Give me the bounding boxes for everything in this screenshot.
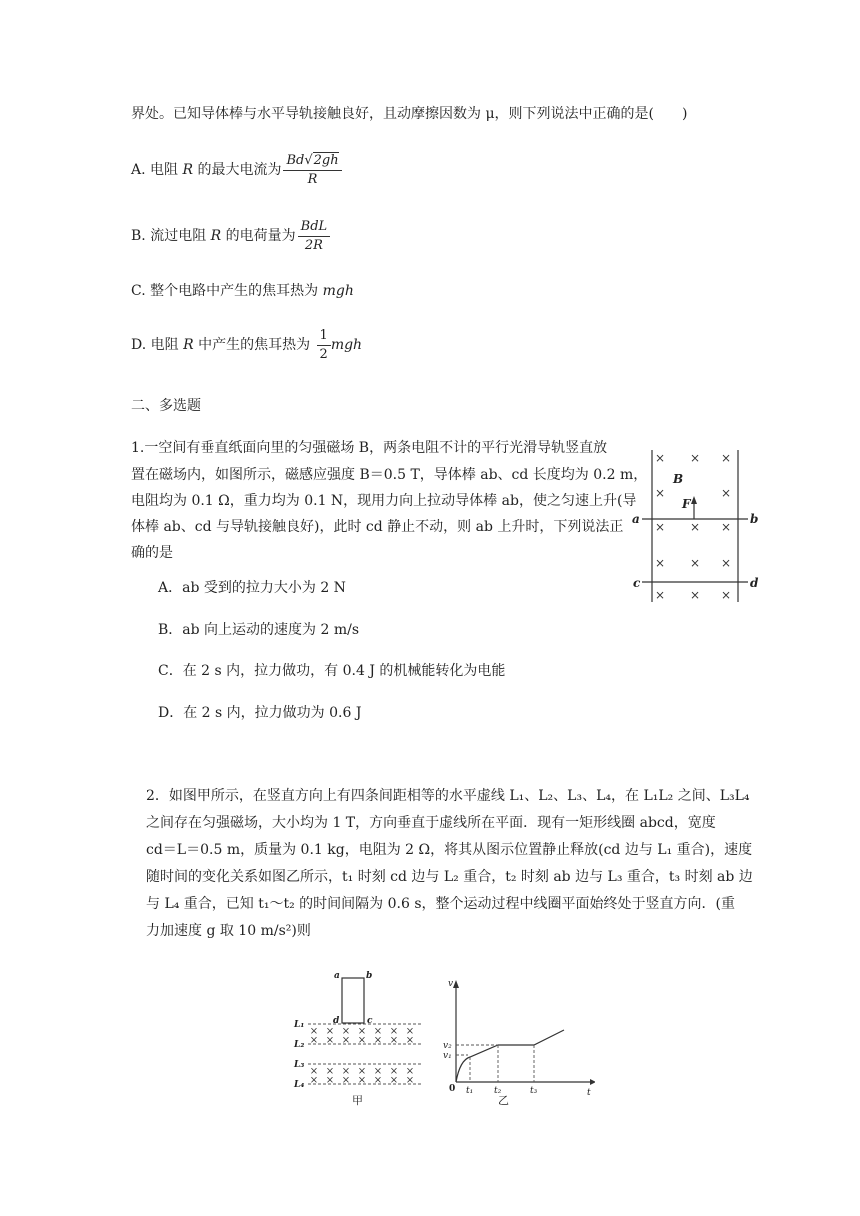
option-c-val: mgh <box>322 283 354 299</box>
q2-yi-t1: t₁ <box>466 1086 474 1096</box>
q1-fig-cross: × <box>654 556 666 570</box>
option-d-num: 1 <box>317 327 331 346</box>
svg-text:×: × <box>341 1066 351 1077</box>
q2-figure-jia <box>290 968 430 1108</box>
svg-text:×: × <box>389 1066 399 1077</box>
q1-fig-label-b-field: B <box>673 472 684 486</box>
option-d <box>131 325 362 365</box>
q1-fig-label-f: F <box>682 497 691 511</box>
option-b-mid: 的电荷量为 <box>221 228 296 244</box>
q1-fig-cross: × <box>654 588 666 602</box>
svg-text:×: × <box>309 1066 319 1077</box>
q1-option-d: D．在 2 s 内，拉力做功为 0.6 J <box>158 705 362 721</box>
option-d-prefix: D. 电阻 <box>131 337 184 353</box>
option-d-r: R <box>183 337 194 353</box>
svg-text:×: × <box>357 1026 367 1037</box>
option-a-num: Bd <box>286 152 305 168</box>
svg-text:×: × <box>389 1026 399 1037</box>
q2-line-6: 力加速度 g 取 10 m/s²)则 <box>146 923 311 939</box>
q1-fig-label-c: c <box>633 576 641 590</box>
svg-text:×: × <box>325 1035 335 1046</box>
q2-yi-v1: v₁ <box>443 1051 452 1061</box>
option-d-val: mgh <box>330 337 363 353</box>
q2-yi-origin: 0 <box>449 1084 456 1094</box>
q1-fig-cross: × <box>654 520 666 534</box>
option-a-fraction: $\frac{Bd√2gh}{R}$ <box>283 152 341 189</box>
svg-text:×: × <box>389 1035 399 1046</box>
svg-text:×: × <box>405 1035 415 1046</box>
svg-text:×: × <box>357 1035 367 1046</box>
q1-fig-cross: × <box>720 588 732 602</box>
q1-fig-cross: × <box>720 556 732 570</box>
svg-text:×: × <box>405 1066 415 1077</box>
q2-yi-caption: 乙 <box>498 1094 509 1107</box>
option-a-r: R <box>182 162 194 178</box>
q2-yi-t3: t₃ <box>530 1086 538 1096</box>
svg-text:×: × <box>309 1035 319 1046</box>
q2-line-3: cd＝L＝0.5 m，质量为 0.1 kg，电阻为 2 Ω，将其从图示位置静止释放(cd 边与 L₁ 重合)，速度 <box>146 842 753 858</box>
svg-text:×: × <box>405 1075 415 1086</box>
question-stem-tail: 界处。已知导体棒与水平导轨接触良好，且动摩擦因数为 μ，则下列说法中正确的是( ) <box>131 106 688 122</box>
q2-line-2: 之间存在匀强磁场，大小均为 1 T，方向垂直于虚线所在平面．现有一矩形线圈 abcd，宽度 <box>146 815 716 831</box>
option-b <box>131 216 330 256</box>
q2-jia-label-l3: L₃ <box>294 1060 305 1070</box>
q2-yi-axis-v: v <box>448 979 454 989</box>
q1-line-1: 1.一空间有垂直纸面向里的匀强磁场 B，两条电阻不计的平行光滑导轨竖直放 <box>131 440 608 456</box>
q1-fig-cross: × <box>654 451 666 465</box>
svg-text:×: × <box>341 1035 351 1046</box>
q2-jia-label-l1: L₁ <box>294 1020 305 1030</box>
option-b-fraction <box>298 218 331 255</box>
q1-fig-cross: × <box>654 486 666 500</box>
q2-jia-label-b: b <box>366 971 373 981</box>
q2-line-5: 与 L₄ 重合，已知 t₁～t₂ 的时间间隔为 0.6 s，整个运动过程中线圈平面始终处于竖直方向．(重 <box>146 896 735 912</box>
q1-option-a: A．ab 受到的拉力大小为 2 N <box>158 580 346 596</box>
svg-text:×: × <box>325 1066 335 1077</box>
svg-text:×: × <box>309 1026 319 1037</box>
q2-jia-label-l4: L₄ <box>294 1080 305 1090</box>
svg-text:×: × <box>341 1026 351 1037</box>
q1-fig-label-b: b <box>750 512 759 526</box>
q1-fig-cross: × <box>689 556 701 570</box>
q1-fig-cross: × <box>720 451 732 465</box>
q1-fig-label-a: a <box>632 512 640 526</box>
option-a-sqrt: 2gh <box>313 152 339 168</box>
option-d-fraction <box>317 327 331 364</box>
option-a-mid: 的最大电流为 <box>193 162 282 178</box>
option-b-prefix: B. 流过电阻 <box>131 228 211 244</box>
svg-text:×: × <box>373 1035 383 1046</box>
q2-jia-label-l2: L₂ <box>294 1040 305 1050</box>
option-d-mid: 中产生的焦耳热为 <box>193 337 315 353</box>
q1-option-c: C．在 2 s 内，拉力做功，有 0.4 J 的机械能转化为电能 <box>158 663 506 679</box>
q1-fig-cross: × <box>689 520 701 534</box>
svg-text:×: × <box>309 1075 319 1086</box>
option-a <box>131 150 342 190</box>
q1-fig-cross: × <box>720 520 732 534</box>
q2-yi-v2: v₂ <box>443 1041 452 1051</box>
svg-text:×: × <box>325 1075 335 1086</box>
q2-jia-label-a: a <box>334 971 340 981</box>
svg-text:×: × <box>373 1075 383 1086</box>
q1-figure <box>630 446 760 606</box>
q1-line-5: 确的是 <box>131 545 173 561</box>
option-d-den: 2 <box>319 346 328 362</box>
q1-fig-label-d: d <box>750 576 759 590</box>
q2-jia-label-c: c <box>367 1016 373 1026</box>
option-b-num: BdL <box>298 218 331 237</box>
q2-figure-yi <box>440 968 595 1108</box>
svg-text:×: × <box>357 1066 367 1077</box>
q1-fig-cross: × <box>720 486 732 500</box>
q1-fig-cross: × <box>689 451 701 465</box>
section-title: 二、多选题 <box>131 398 201 414</box>
option-c <box>131 281 354 301</box>
svg-text:×: × <box>389 1075 399 1086</box>
q2-line-4: 随时间的变化关系如图乙所示，t₁ 时刻 cd 边与 L₂ 重合，t₂ 时刻 ab 边与 L₃ 重合，t₃ 时刻 ab 边 <box>146 869 753 885</box>
svg-text:×: × <box>373 1066 383 1077</box>
svg-text:×: × <box>373 1026 383 1037</box>
svg-text:×: × <box>405 1026 415 1037</box>
option-b-r: R <box>210 228 222 244</box>
q2-yi-t2: t₂ <box>494 1086 502 1096</box>
q2-yi-axis-t: t <box>587 1088 591 1098</box>
svg-text:×: × <box>341 1075 351 1086</box>
svg-text:×: × <box>325 1026 335 1037</box>
svg-text:×: × <box>357 1075 367 1086</box>
option-b-den: 2R <box>304 237 323 253</box>
q1-line-3: 电阻均为 0.1 Ω，重力均为 0.1 N，现用力向上拉动导体棒 ab，使之匀速上升(导 <box>131 493 637 509</box>
q2-jia-caption: 甲 <box>352 1094 363 1107</box>
q2-line-1: 2．如图甲所示，在竖直方向上有四条间距相等的水平虚线 L₁、L₂、L₃、L₄，在 L₁L₂ 之间、L₃L₄ <box>146 788 750 804</box>
q1-fig-cross: × <box>689 588 701 602</box>
option-a-den: R <box>307 171 318 187</box>
q1-line-4: 体棒 ab、cd 与导轨接触良好)，此时 cd 静止不动，则 ab 上升时，下列说法正 <box>131 519 624 535</box>
q1-line-2: 置在磁场内，如图所示，磁感应强度 B＝0.5 T，导体棒 ab、cd 长度均为 0.2 m， <box>131 467 648 483</box>
option-c-text: C. 整个电路中产生的焦耳热为 <box>131 283 323 299</box>
q2-jia-label-d: d <box>333 1016 340 1026</box>
option-a-prefix: A. 电阻 <box>131 162 183 178</box>
q1-option-b: B．ab 向上运动的速度为 2 m/s <box>158 622 360 638</box>
